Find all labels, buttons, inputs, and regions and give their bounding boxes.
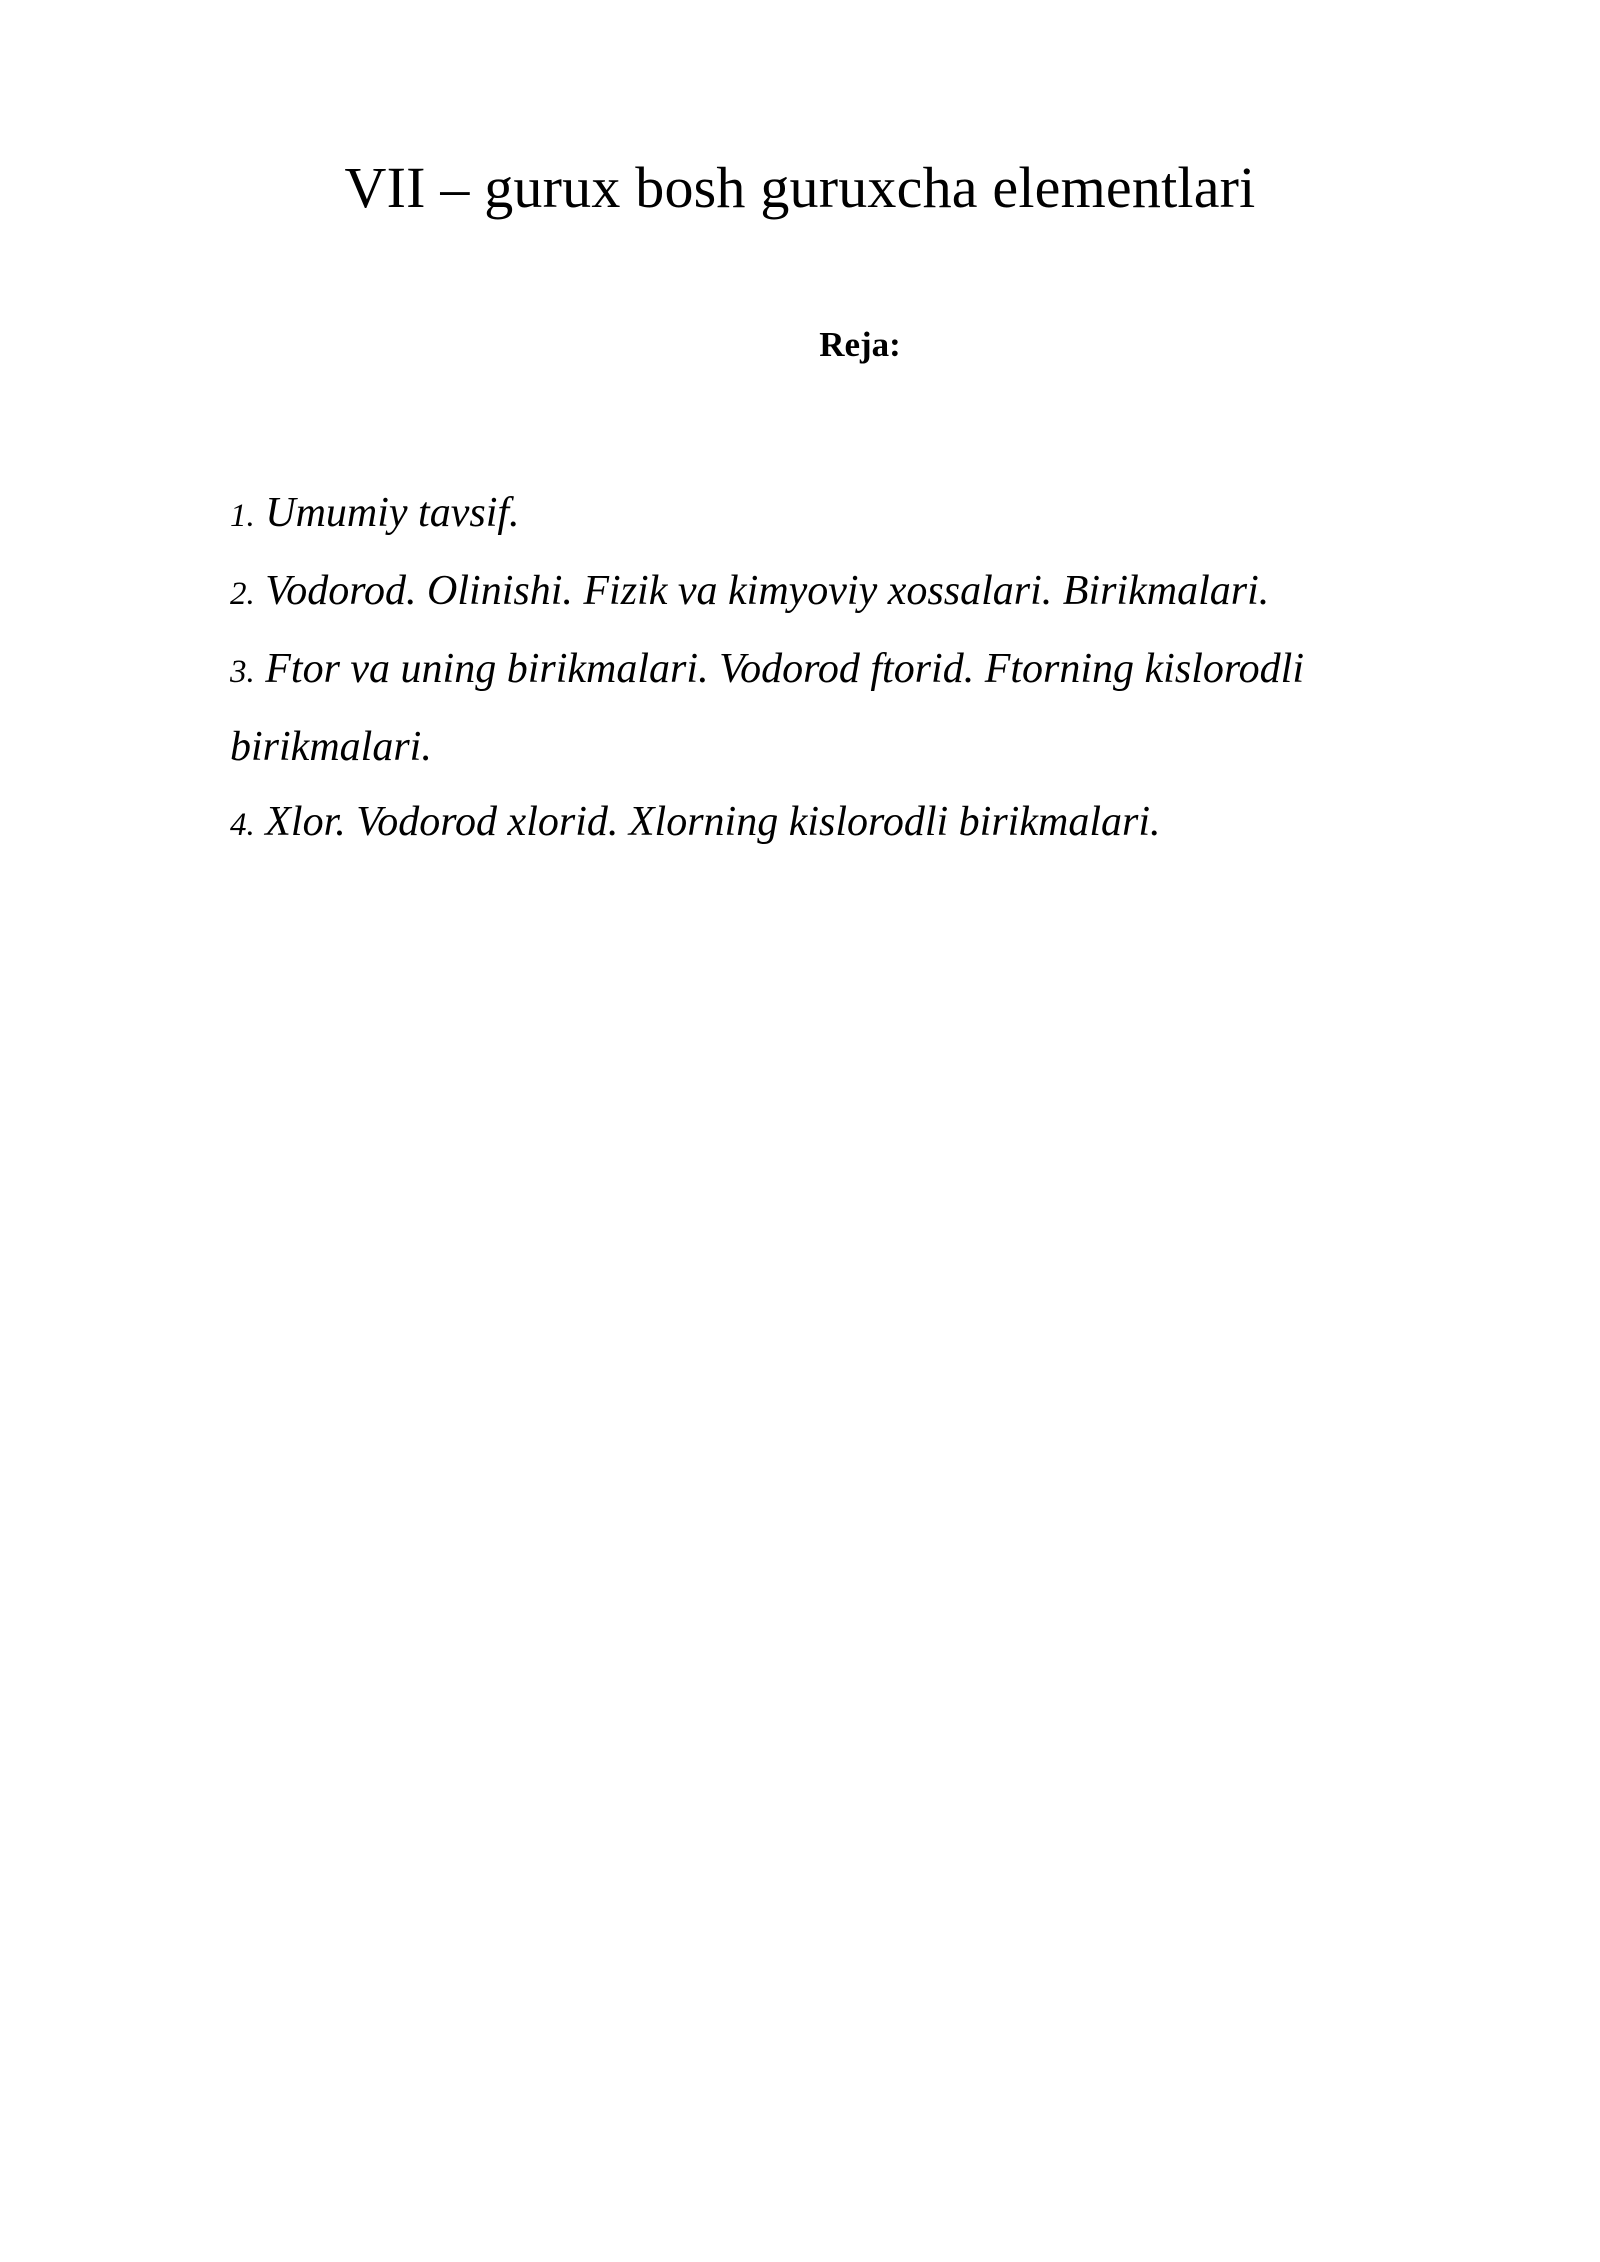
page-title: VII – gurux bosh guruxcha elementlari [344, 155, 1256, 220]
plan-item-number: 1. [230, 498, 255, 534]
plan-item-text: Ftor va uning birikmalari. Vodorod ftorid. Ftorning kislorodli birikmalari. [230, 646, 1304, 770]
plan-item-text: Umumiy tavsif. [265, 490, 520, 536]
plan-item-number: 3. [230, 654, 255, 690]
plan-item-number: 4. [230, 807, 255, 843]
plan-item-4 [230, 785, 1380, 863]
plan-item-text: Xlor. Vodorod xlorid. Xlorning kislorodli birikmalari. [265, 799, 1161, 845]
plan-item-text: Vodorod. Olinishi. Fizik va kimyoviy xossalari. Birikmalari. [265, 568, 1270, 614]
plan-item-3 [230, 632, 1380, 785]
plan-item-1 [230, 476, 1380, 554]
plan-item-2 [230, 554, 1380, 632]
plan-list [230, 476, 1380, 863]
plan-item-number: 2. [230, 576, 255, 612]
plan-heading: Reja: [819, 325, 901, 364]
